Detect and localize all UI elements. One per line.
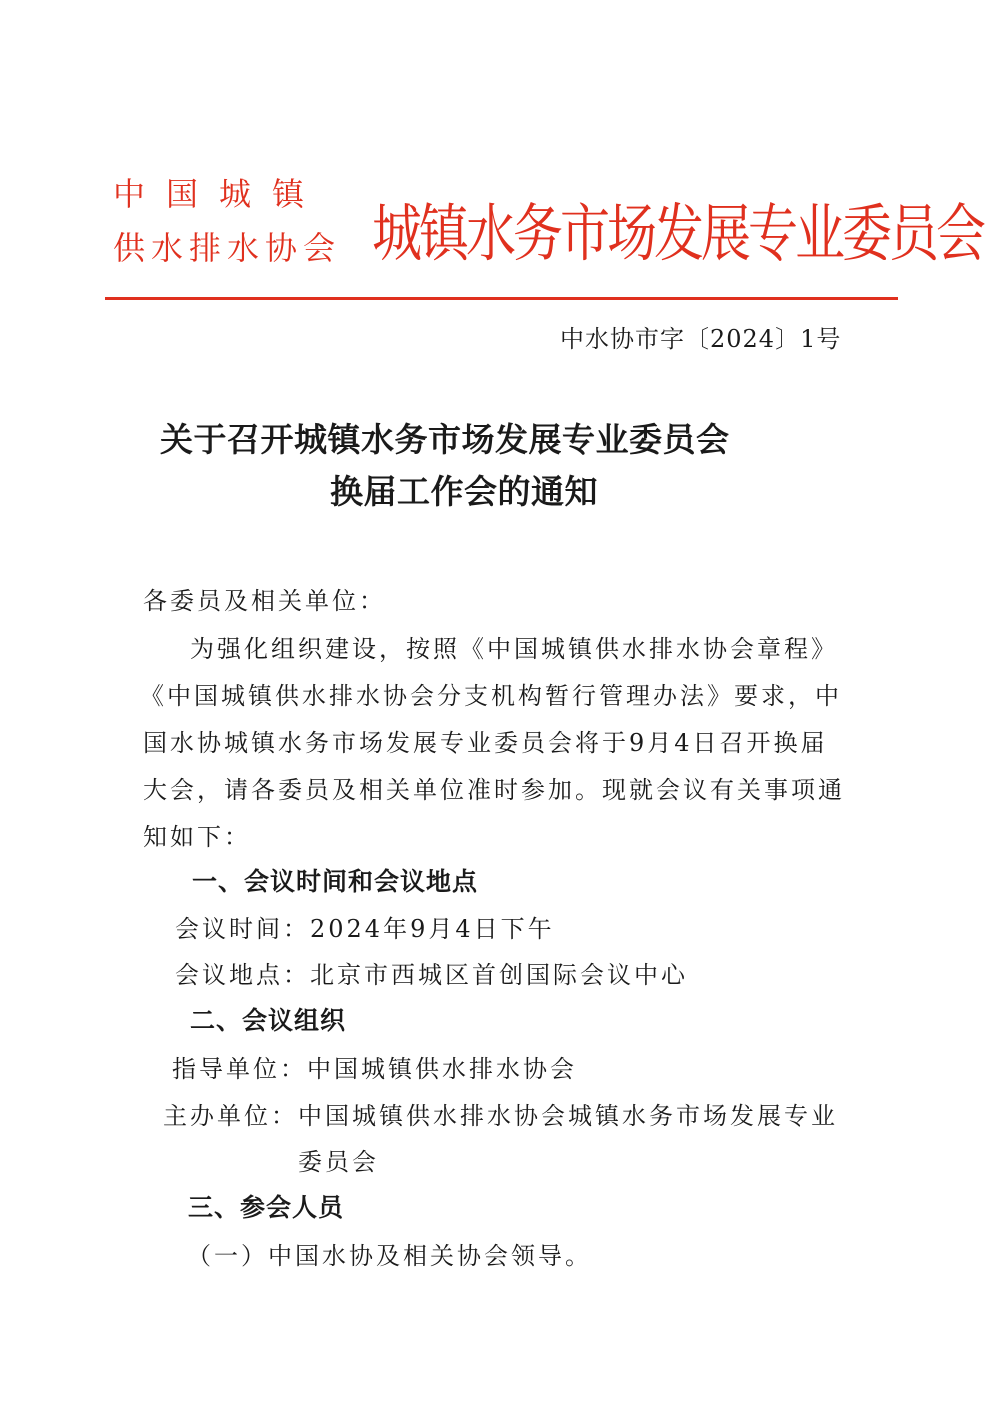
meeting-place: 会议地点：北京市西城区首创国际会议中心 xyxy=(175,961,688,989)
section-1-heading: 一、会议时间和会议地点 xyxy=(192,867,479,896)
host-unit-line2: 委员会 xyxy=(298,1148,379,1176)
intro-line-2: 《中国城镇供水排水协会分支机构暂行管理办法》要求，中 xyxy=(140,682,842,710)
host-unit-line1: 主办单位：中国城镇供水排水协会城镇水务市场发展专业 xyxy=(163,1102,838,1130)
org-name-line2: 供水排水协会 xyxy=(113,229,342,267)
intro-line-4: 大会，请各委员及相关单位准时参加。现就会议有关事项通 xyxy=(143,776,845,804)
document-title-line2: 换届工作会的通知 xyxy=(330,472,598,511)
attendee-item-1: （一）中国水协及相关协会领导。 xyxy=(187,1242,592,1270)
document-title-line1: 关于召开城镇水务市场发展专业委员会 xyxy=(160,420,730,459)
committee-name: 城镇水务市场发展专业委员会 xyxy=(372,197,983,270)
document-number: 中水协市字〔2024〕1号 xyxy=(560,325,842,353)
header-divider xyxy=(105,297,898,300)
salutation: 各委员及相关单位： xyxy=(143,587,386,615)
intro-line-3: 国水协城镇水务市场发展专业委员会将于9月4日召开换届 xyxy=(143,729,828,757)
meeting-time: 会议时间：2024年9月4日下午 xyxy=(175,915,555,943)
intro-line-5: 知如下： xyxy=(143,823,251,851)
org-name-line1: 中国城镇 xyxy=(113,175,326,213)
section-3-heading: 三、参会人员 xyxy=(188,1193,345,1222)
intro-line-1: 为强化组织建设，按照《中国城镇供水排水协会章程》 xyxy=(190,635,838,663)
section-2-heading: 二、会议组织 xyxy=(190,1006,347,1035)
guiding-unit: 指导单位：中国城镇供水排水协会 xyxy=(172,1055,577,1083)
